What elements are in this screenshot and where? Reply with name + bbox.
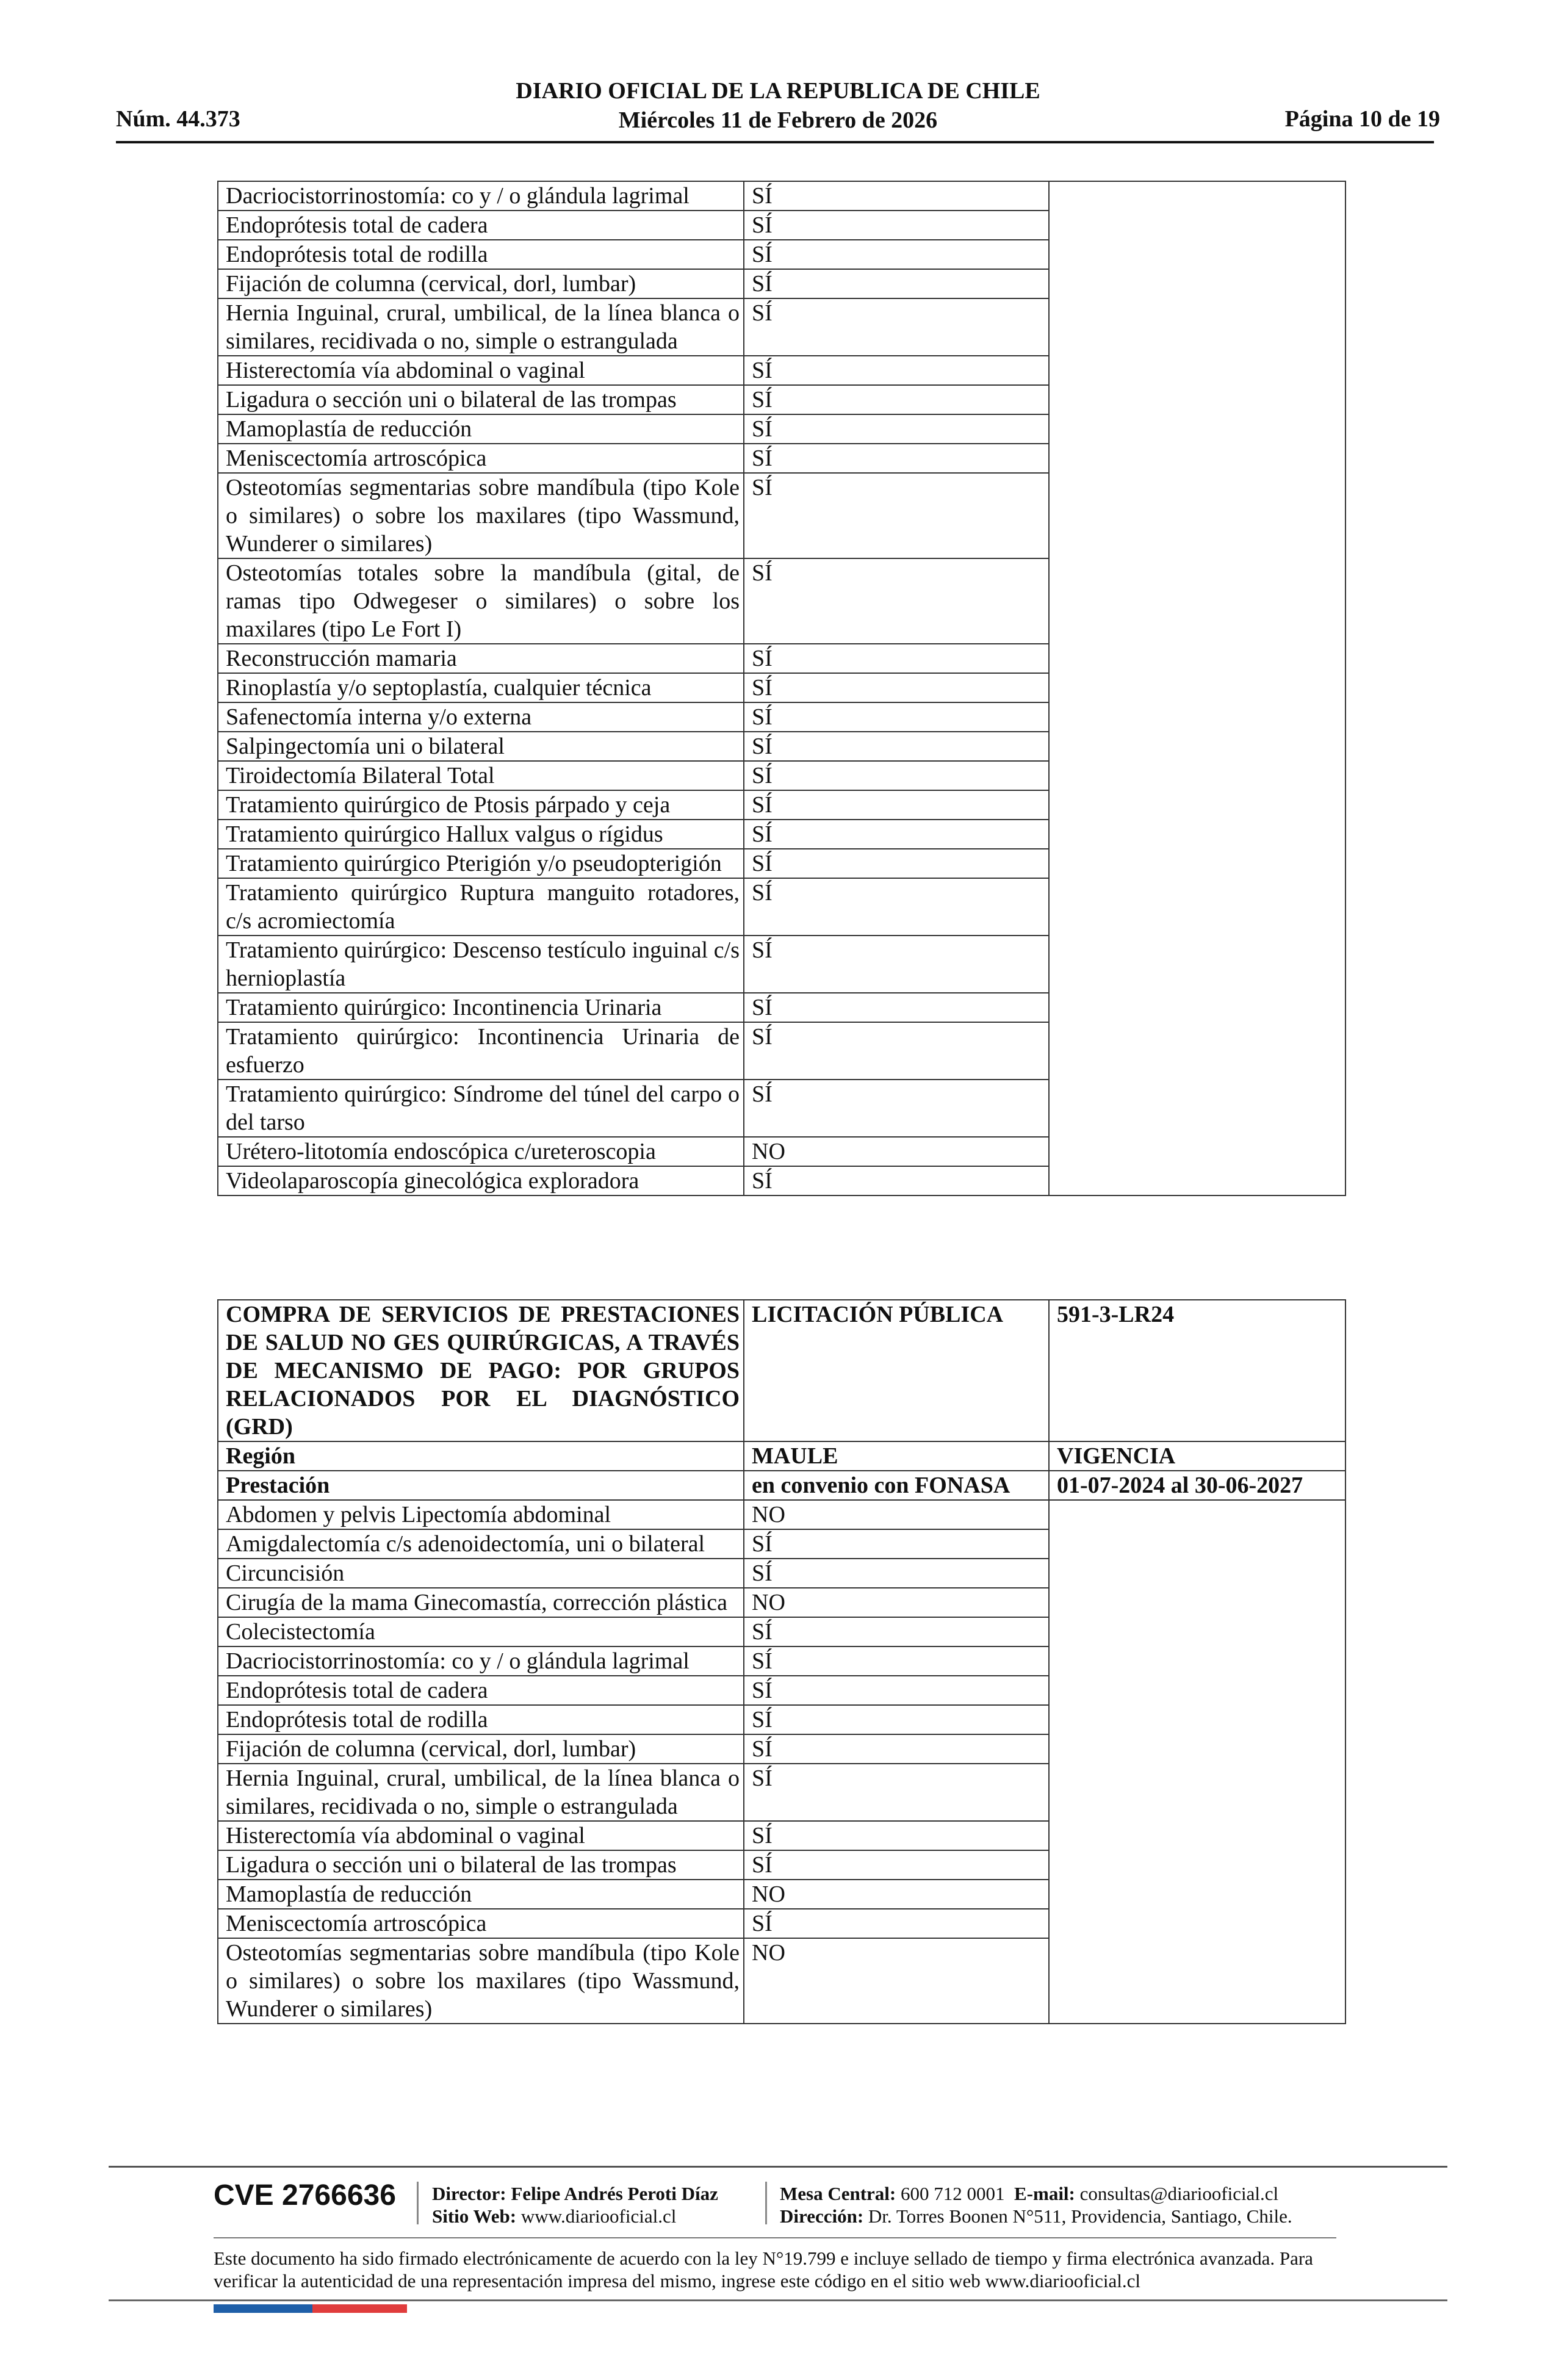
procedure-value: SÍ (744, 644, 1049, 673)
procedure-name: Dacriocistorrinostomía: co y / o glándula lagrimal (218, 181, 744, 211)
table2-region-row (218, 1441, 1345, 1471)
procedure-name: Abdomen y pelvis Lipectomía abdominal (218, 1500, 744, 1529)
procedure-name: Meniscectomía artroscópica (218, 444, 744, 473)
procedure-name: Ligadura o sección uni o bilateral de las trompas (218, 1850, 744, 1880)
procedure-name: Ligadura o sección uni o bilateral de las trompas (218, 385, 744, 414)
procedure-value: SÍ (744, 1529, 1049, 1559)
site-label: Sitio Web: (432, 2205, 517, 2227)
flag-stripe-red (312, 2304, 407, 2313)
procedure-name: Reconstrucción mamaria (218, 644, 744, 673)
procedure-value: SÍ (744, 820, 1049, 849)
procedure-value: SÍ (744, 414, 1049, 444)
procedure-name: Circuncisión (218, 1559, 744, 1588)
issue-date: Miércoles 11 de Febrero de 2026 (618, 107, 938, 133)
director-label: Director: (432, 2183, 506, 2204)
procedure-value: SÍ (744, 1734, 1049, 1764)
procedures-table-2 (217, 1299, 1346, 2024)
procedure-value: SÍ (744, 269, 1049, 298)
procedure-value: SÍ (744, 732, 1049, 761)
table2-title-row (218, 1300, 1345, 1441)
procedure-name: Safenectomía interna y/o externa (218, 702, 744, 732)
address: Dr. Torres Boonen N°511, Providencia, Santiago, Chile. (868, 2205, 1292, 2227)
procedure-value: SÍ (744, 356, 1049, 385)
table2-prestacion-row (218, 1471, 1345, 1500)
procedure-name: Mamoplastía de reducción (218, 1880, 744, 1909)
procedure-value: SÍ (744, 1705, 1049, 1734)
procedure-value: SÍ (744, 1850, 1049, 1880)
procedure-value: SÍ (744, 1559, 1049, 1588)
procedure-name: Cirugía de la mama Ginecomastía, corrección plástica (218, 1588, 744, 1617)
table-row (218, 1500, 1345, 1529)
region-label: Región (218, 1441, 744, 1471)
procedure-value: SÍ (744, 181, 1049, 211)
email-label: E-mail: (1014, 2183, 1075, 2204)
procedure-value: NO (744, 1588, 1049, 1617)
procedure-name: Fijación de columna (cervical, dorl, lumbar) (218, 269, 744, 298)
footer-separator (417, 2182, 419, 2224)
procedure-name: Colecistectomía (218, 1617, 744, 1646)
procedure-value: NO (744, 1938, 1049, 2024)
procedure-name: Salpingectomía uni o bilateral (218, 732, 744, 761)
procedure-value: SÍ (744, 878, 1049, 936)
table-row (218, 181, 1345, 211)
procedure-name: Tratamiento quirúrgico: Incontinencia Urinaria (218, 993, 744, 1022)
procedure-value: NO (744, 1500, 1049, 1529)
procedure-name: Amigdalectomía c/s adenoidectomía, uni o bilateral (218, 1529, 744, 1559)
procedures-table-1 (217, 181, 1346, 1196)
site-link[interactable]: www.diariooficial.cl (520, 2205, 677, 2227)
procedure-name: Tratamiento quirúrgico de Ptosis párpado y ceja (218, 790, 744, 820)
procedure-name: Endoprótesis total de cadera (218, 1676, 744, 1705)
procedure-name: Osteotomías segmentarias sobre mandíbula (tipo Kole o similares) o sobre los maxilares (tipo Wassmund, Wunderer o similares) (218, 1938, 744, 2024)
procedure-name: Histerectomía vía abdominal o vaginal (218, 1821, 744, 1850)
header-rule (116, 141, 1434, 143)
procedure-name: Hernia Inguinal, crural, umbilical, de la línea blanca o similares, recidivada o no, simple o estrangulada (218, 1764, 744, 1821)
procedure-value: SÍ (744, 790, 1049, 820)
procedure-value: NO (744, 1137, 1049, 1166)
procedure-value: SÍ (744, 1166, 1049, 1195)
procedure-value: NO (744, 1880, 1049, 1909)
contact-block (780, 2182, 1292, 2227)
procedure-name: Meniscectomía artroscópica (218, 1909, 744, 1938)
procedure-name: Hernia Inguinal, crural, umbilical, de la línea blanca o similares, recidivada o no, simple o estrangulada (218, 298, 744, 356)
procedure-value: SÍ (744, 1909, 1049, 1938)
procedure-name: Dacriocistorrinostomía: co y / o glándula lagrimal (218, 1646, 744, 1676)
procedure-name: Videolaparoscopía ginecológica exploradora (218, 1166, 744, 1195)
procedure-value: SÍ (744, 385, 1049, 414)
procedure-name: Tiroidectomía Bilateral Total (218, 761, 744, 790)
procedure-value: SÍ (744, 1764, 1049, 1821)
procedure-name: Tratamiento quirúrgico: Incontinencia Urinaria de esfuerzo (218, 1022, 744, 1080)
page-number: Página 10 de 19 (1284, 106, 1440, 132)
director-name: Felipe Andrés Peroti Díaz (511, 2183, 718, 2204)
procedure-name: Fijación de columna (cervical, dorl, lumbar) (218, 1734, 744, 1764)
procedure-value: SÍ (744, 558, 1049, 644)
procedure-value: SÍ (744, 936, 1049, 993)
procedure-value: SÍ (744, 473, 1049, 558)
procedure-value: SÍ (744, 1022, 1049, 1080)
procedure-name: Tratamiento quirúrgico Pterigión y/o pseudopterigión (218, 849, 744, 878)
director-block (432, 2182, 718, 2227)
procedure-value: SÍ (744, 1617, 1049, 1646)
journal-title: DIARIO OFICIAL DE LA REPUBLICA DE CHILE (516, 78, 1040, 104)
footer-rule (214, 2237, 1336, 2238)
procedure-name: Mamoplastía de reducción (218, 414, 744, 444)
cve-code: CVE 2766636 (214, 2179, 396, 2212)
procedure-value: SÍ (744, 761, 1049, 790)
procedure-value: SÍ (744, 1080, 1049, 1137)
procedure-value: SÍ (744, 240, 1049, 269)
address-label: Dirección: (780, 2205, 864, 2227)
procedure-value: SÍ (744, 298, 1049, 356)
procedures-table-2-body (218, 1300, 1345, 2024)
procedure-name: Tratamiento quirúrgico Ruptura manguito rotadores, c/s acromiectomía (218, 878, 744, 936)
procedure-value: SÍ (744, 1646, 1049, 1676)
procedure-value: SÍ (744, 1676, 1049, 1705)
signature-disclaimer: Este documento ha sido firmado electrónicamente de acuerdo con la ley N°19.799 e incluye sellado de tiempo y firma electrónica avanzada. Para verificar la autenticidad de una representación impresa del mismo, ingrese este código en el sitio web www.diariooficial.cl (214, 2248, 1313, 2292)
footer-separator (765, 2182, 767, 2224)
procedure-name: Tratamiento quirúrgico: Descenso testículo inguinal c/s hernioplastía (218, 936, 744, 993)
procedures-table-1-body (218, 181, 1345, 1195)
table2-code: 591-3-LR24 (1049, 1300, 1345, 1441)
table2-title: COMPRA DE SERVICIOS DE PRESTACIONES DE SALUD NO GES QUIRÚRGICAS, A TRAVÉS DE MECANISMO DE PAGO: POR GRUPOS RELACIONADOS POR EL DIAGNÓSTICO (GRD) (218, 1300, 744, 1441)
flag-stripe-blue (214, 2304, 312, 2313)
mesa-label: Mesa Central: (780, 2183, 896, 2204)
footer-rule (109, 2299, 1447, 2301)
procedure-name: Osteotomías totales sobre la mandíbula (gital, de ramas tipo Odwegeser o similares) o sobre los maxilares (tipo Le Fort I) (218, 558, 744, 644)
procedure-value: SÍ (744, 849, 1049, 878)
procedure-value: SÍ (744, 444, 1049, 473)
mesa-phone: 600 712 0001 (901, 2183, 1005, 2204)
vigencia-label: VIGENCIA (1049, 1441, 1345, 1471)
procedure-name: Histerectomía vía abdominal o vaginal (218, 356, 744, 385)
side-empty-cell (1049, 181, 1345, 1195)
email-link[interactable]: consultas@diariooficial.cl (1079, 2183, 1279, 2204)
procedure-name: Endoprótesis total de rodilla (218, 1705, 744, 1734)
procedure-name: Endoprótesis total de rodilla (218, 240, 744, 269)
procedure-name: Tratamiento quirúrgico: Síndrome del túnel del carpo o del tarso (218, 1080, 744, 1137)
convenio-label: en convenio con FONASA (744, 1471, 1049, 1500)
procedure-value: SÍ (744, 673, 1049, 702)
procedure-value: SÍ (744, 1821, 1049, 1850)
procedure-name: Osteotomías segmentarias sobre mandíbula (tipo Kole o similares) o sobre los maxilares (tipo Wassmund, Wunderer o similares) (218, 473, 744, 558)
procedure-value: SÍ (744, 211, 1049, 240)
side-empty-cell (1049, 1500, 1345, 2024)
vigencia-value: 01-07-2024 al 30-06-2027 (1049, 1471, 1345, 1500)
procedure-name: Tratamiento quirúrgico Hallux valgus o rígidus (218, 820, 744, 849)
procedure-name: Rinoplastía y/o septoplastía, cualquier técnica (218, 673, 744, 702)
procedure-name: Endoprótesis total de cadera (218, 211, 744, 240)
procedure-name: Urétero-litotomía endoscópica c/ureteroscopia (218, 1137, 744, 1166)
footer-rule (109, 2166, 1447, 2168)
issue-number: Núm. 44.373 (116, 106, 240, 132)
prestacion-label: Prestación (218, 1471, 744, 1500)
region-value: MAULE (744, 1441, 1049, 1471)
procedure-value: SÍ (744, 702, 1049, 732)
table2-modality: LICITACIÓN PÚBLICA (744, 1300, 1049, 1441)
procedure-value: SÍ (744, 993, 1049, 1022)
